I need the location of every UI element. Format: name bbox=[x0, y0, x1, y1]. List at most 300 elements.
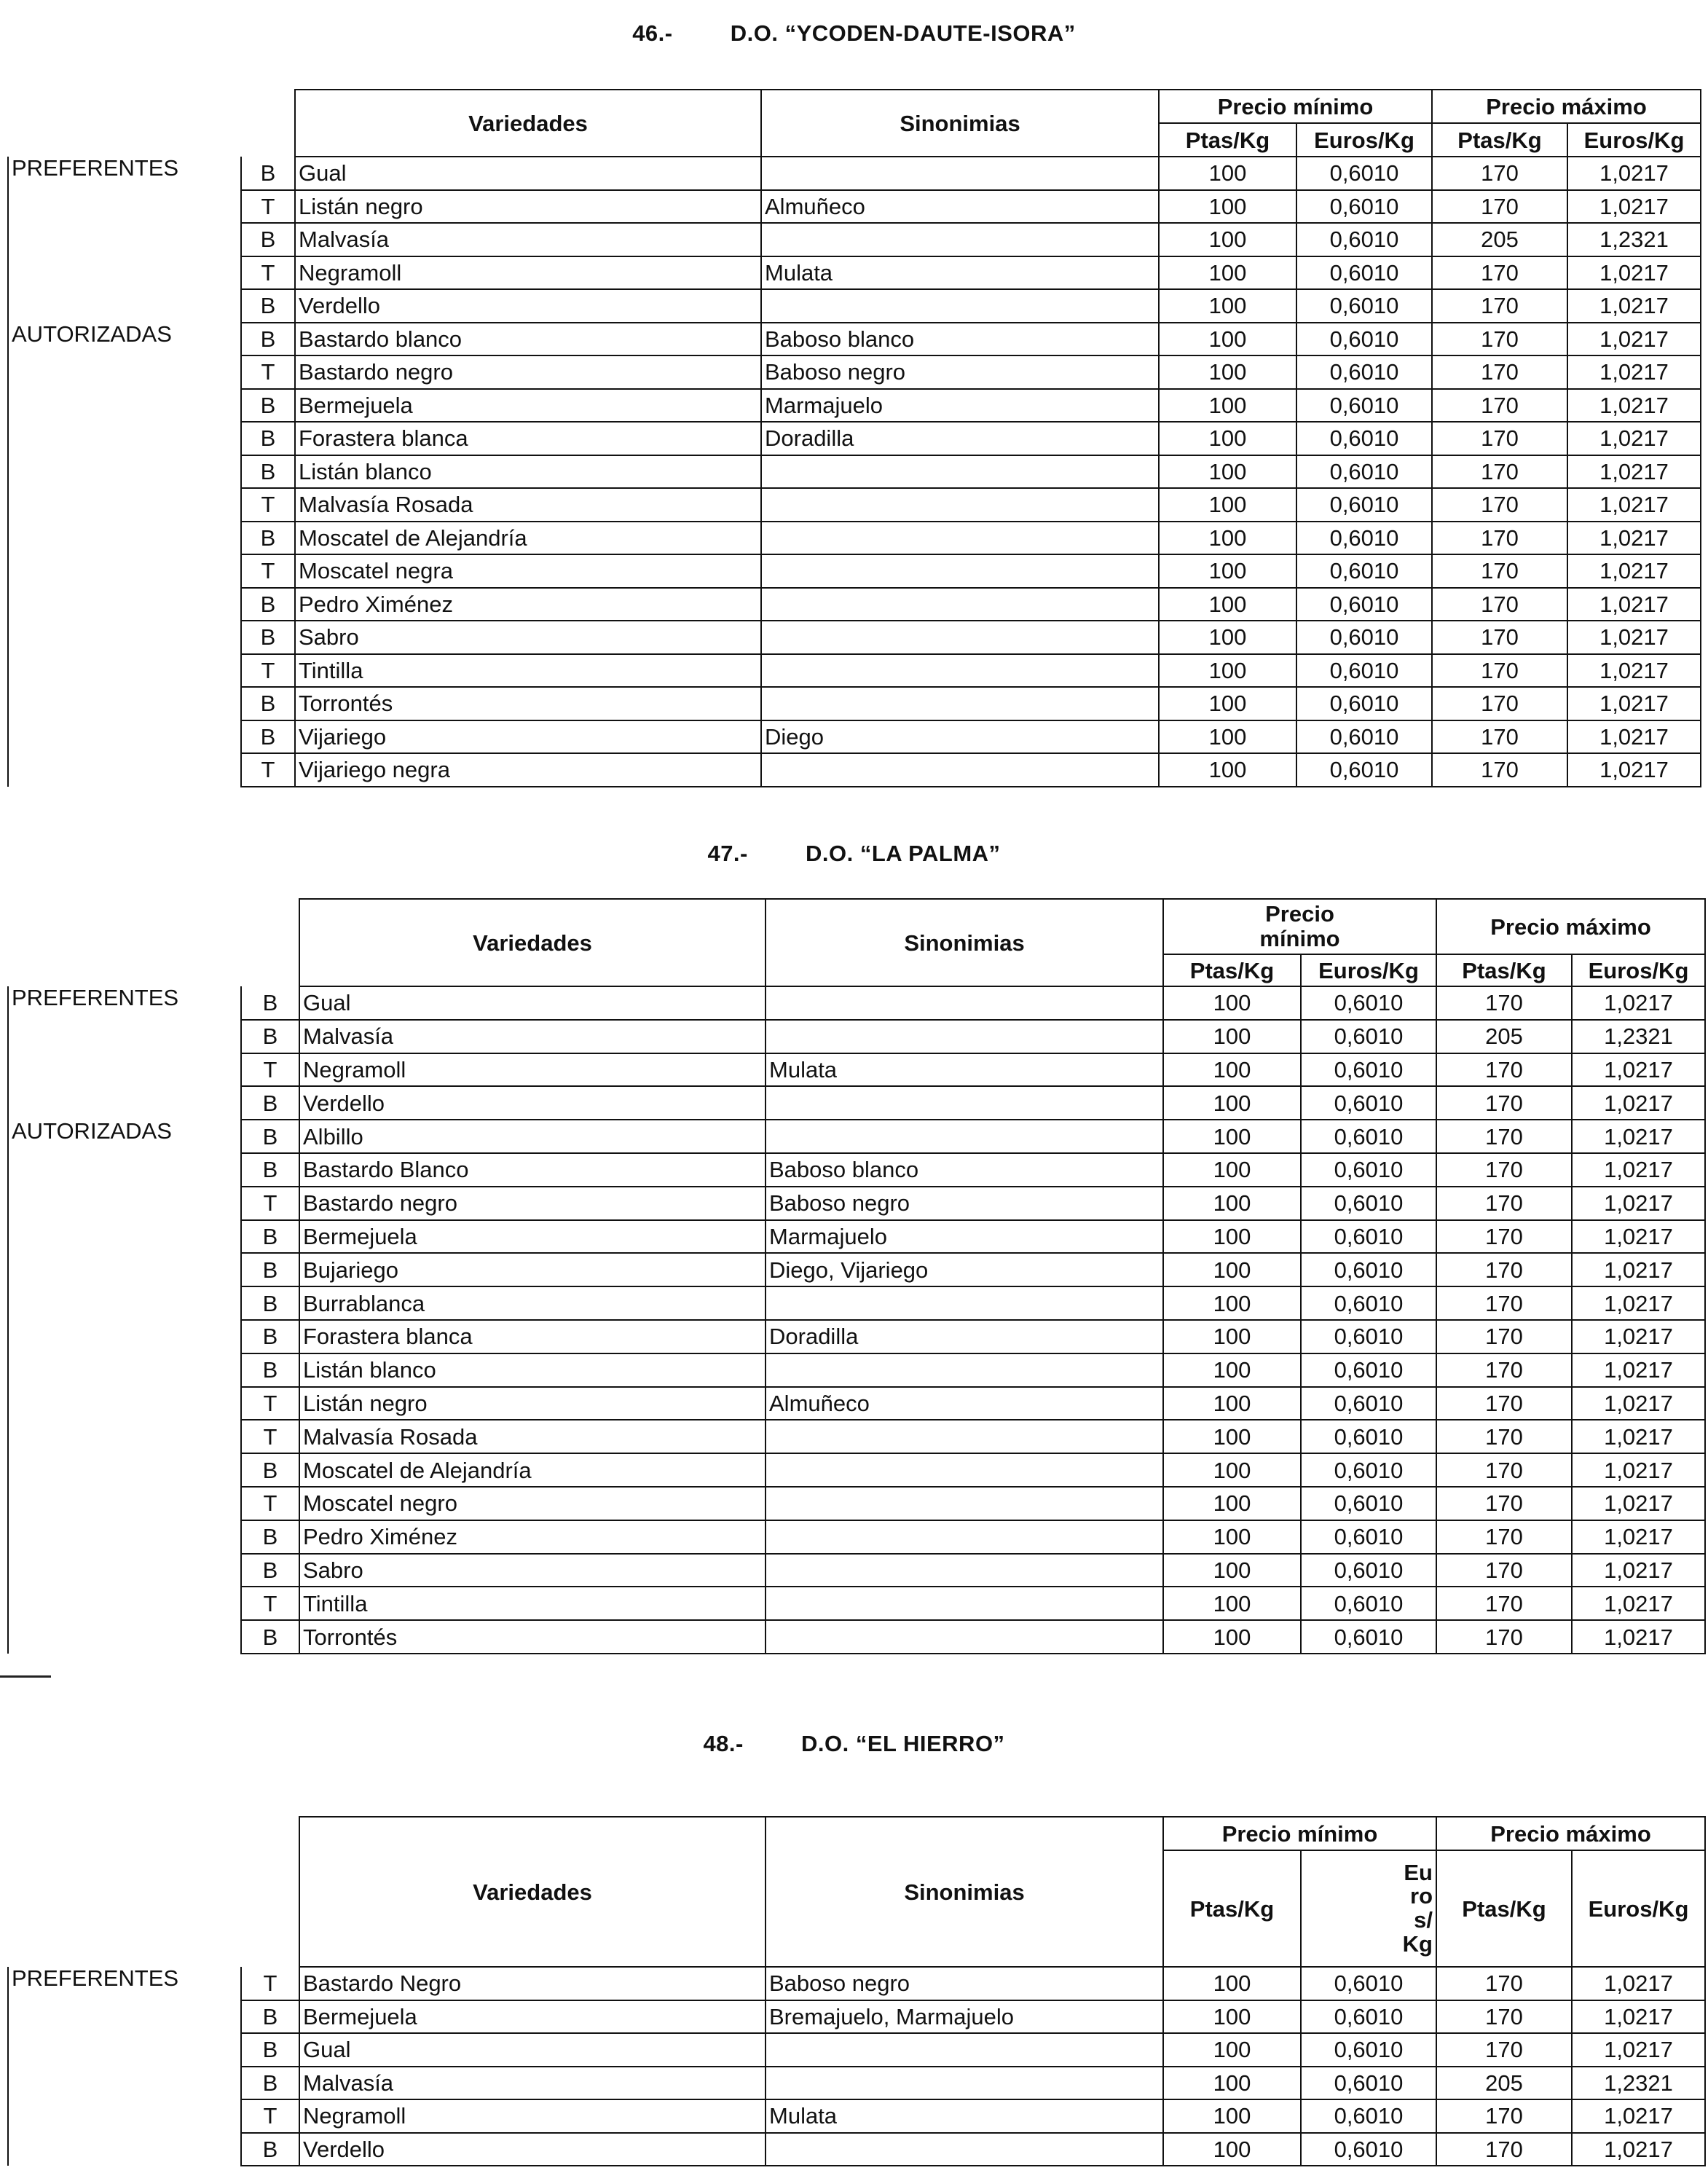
color-type-cell: B bbox=[241, 1320, 299, 1353]
min-ptas-cell: 100 bbox=[1163, 1520, 1301, 1554]
max-euros-cell: 1,0217 bbox=[1567, 190, 1701, 224]
synonym-cell: Mulata bbox=[761, 256, 1159, 290]
synonym-cell bbox=[761, 522, 1159, 555]
color-type-cell: T bbox=[241, 355, 295, 389]
max-ptas-cell: 170 bbox=[1432, 588, 1567, 621]
table-row bbox=[8, 1620, 1705, 1654]
synonym-cell: Almuñeco bbox=[766, 1387, 1163, 1420]
synonym-cell: Marmajuelo bbox=[761, 389, 1159, 423]
varieties-header: Variedades bbox=[299, 1817, 766, 1967]
max-ptas-cell: 170 bbox=[1436, 1187, 1572, 1220]
max-euros-cell: 1,0217 bbox=[1572, 1554, 1705, 1587]
variety-cell: Bujariego bbox=[299, 1253, 766, 1286]
variety-cell: Pedro Ximénez bbox=[295, 588, 761, 621]
color-type-cell: B bbox=[241, 986, 299, 1020]
min-ptas-cell: 100 bbox=[1163, 1554, 1301, 1587]
synonym-cell bbox=[761, 753, 1159, 787]
max-ptas-cell: 170 bbox=[1432, 753, 1567, 787]
min-euros-cell: 0,6010 bbox=[1301, 1187, 1436, 1220]
color-type-cell: B bbox=[241, 1453, 299, 1487]
table-row bbox=[8, 1187, 1705, 1220]
min-euros-cell: 0,6010 bbox=[1301, 1620, 1436, 1654]
euros-header: Euros/Kg bbox=[1296, 123, 1432, 157]
min-ptas-cell: 100 bbox=[1159, 720, 1296, 754]
max-euros-cell: 1,0217 bbox=[1572, 1620, 1705, 1654]
variety-cell: Moscatel negro bbox=[299, 1487, 766, 1520]
section-47-heading bbox=[0, 841, 1708, 867]
max-ptas-cell: 170 bbox=[1432, 256, 1567, 290]
table-row bbox=[8, 1120, 1705, 1153]
max-euros-cell: 1,0217 bbox=[1572, 1587, 1705, 1620]
color-type-cell: B bbox=[241, 1020, 299, 1053]
min-euros-cell: 0,6010 bbox=[1301, 1554, 1436, 1587]
min-ptas-cell: 100 bbox=[1163, 2099, 1301, 2133]
max-ptas-cell: 170 bbox=[1436, 1253, 1572, 1286]
synonym-cell bbox=[766, 1120, 1163, 1153]
synonym-cell bbox=[766, 2067, 1163, 2100]
max-euros-cell: 1,0217 bbox=[1567, 522, 1701, 555]
max-euros-cell: 1,0217 bbox=[1572, 1120, 1705, 1153]
table-row bbox=[8, 1153, 1705, 1187]
min-ptas-cell: 100 bbox=[1159, 355, 1296, 389]
variety-cell: Forastera blanca bbox=[299, 1320, 766, 1353]
section-46-heading bbox=[0, 20, 1708, 47]
color-type-cell: B bbox=[241, 422, 295, 455]
variety-cell: Negramoll bbox=[299, 2099, 766, 2133]
table-row bbox=[8, 2067, 1705, 2100]
max-euros-cell: 1,0217 bbox=[1567, 422, 1701, 455]
group-label: AUTORIZADAS bbox=[8, 1120, 241, 1654]
max-ptas-cell: 170 bbox=[1436, 1053, 1572, 1087]
variety-cell: Listán blanco bbox=[295, 455, 761, 489]
synonym-cell: Doradilla bbox=[766, 1320, 1163, 1353]
variety-cell: Moscatel de Alejandría bbox=[299, 1453, 766, 1487]
max-euros-cell: 1,0217 bbox=[1572, 1286, 1705, 1320]
max-price-header: Precio máximo bbox=[1432, 90, 1701, 123]
table-row bbox=[8, 654, 1701, 688]
synonym-cell bbox=[766, 1620, 1163, 1654]
min-ptas-cell: 100 bbox=[1159, 687, 1296, 720]
synonym-cell bbox=[766, 1086, 1163, 1120]
ptas-header: Ptas/Kg bbox=[1436, 954, 1572, 986]
min-ptas-cell: 100 bbox=[1163, 1587, 1301, 1620]
min-euros-cell: 0,6010 bbox=[1301, 1520, 1436, 1554]
variety-cell: Negramoll bbox=[299, 1053, 766, 1087]
min-ptas-cell: 100 bbox=[1163, 1020, 1301, 1053]
max-euros-cell: 1,0217 bbox=[1567, 256, 1701, 290]
color-type-cell: B bbox=[241, 2000, 299, 2034]
min-ptas-cell: 100 bbox=[1163, 1086, 1301, 1120]
synonym-cell bbox=[766, 1587, 1163, 1620]
max-euros-cell: 1,0217 bbox=[1567, 323, 1701, 356]
min-ptas-cell: 100 bbox=[1159, 654, 1296, 688]
min-euros-cell: 0,6010 bbox=[1301, 1453, 1436, 1487]
table-row bbox=[8, 289, 1701, 323]
synonyms-header: Sinonimias bbox=[766, 899, 1163, 986]
min-euros-cell: 0,6010 bbox=[1296, 753, 1432, 787]
synonyms-header: Sinonimias bbox=[766, 1817, 1163, 1967]
max-euros-cell: 1,0217 bbox=[1572, 1220, 1705, 1254]
min-price-header: Precio mínimo bbox=[1163, 1817, 1436, 1850]
variety-cell: Vijariego bbox=[295, 720, 761, 754]
color-type-cell: T bbox=[241, 190, 295, 224]
min-ptas-cell: 100 bbox=[1159, 190, 1296, 224]
synonym-cell bbox=[766, 1420, 1163, 1453]
min-euros-cell: 0,6010 bbox=[1296, 455, 1432, 489]
min-euros-cell: 0,6010 bbox=[1301, 1153, 1436, 1187]
color-type-cell: B bbox=[241, 588, 295, 621]
synonym-cell bbox=[766, 1554, 1163, 1587]
min-ptas-cell: 100 bbox=[1159, 157, 1296, 190]
synonym-cell bbox=[766, 1020, 1163, 1053]
table-row bbox=[8, 389, 1701, 423]
max-euros-cell: 1,0217 bbox=[1572, 1253, 1705, 1286]
table-row bbox=[8, 621, 1701, 654]
max-euros-cell: 1,0217 bbox=[1572, 1487, 1705, 1520]
max-euros-cell: 1,0217 bbox=[1572, 1967, 1705, 2000]
variety-cell: Tintilla bbox=[295, 654, 761, 688]
min-euros-cell: 0,6010 bbox=[1301, 1053, 1436, 1087]
synonym-cell: Marmajuelo bbox=[766, 1220, 1163, 1254]
min-ptas-cell: 100 bbox=[1159, 223, 1296, 256]
max-euros-cell: 1,2321 bbox=[1572, 1020, 1705, 1053]
max-euros-cell: 1,0217 bbox=[1567, 753, 1701, 787]
color-type-cell: B bbox=[241, 1253, 299, 1286]
max-ptas-cell: 170 bbox=[1432, 554, 1567, 588]
synonym-cell: Mulata bbox=[766, 1053, 1163, 1087]
max-euros-cell: 1,0217 bbox=[1572, 1086, 1705, 1120]
variety-cell: Bastardo negro bbox=[295, 355, 761, 389]
max-price-header: Precio máximo bbox=[1436, 899, 1705, 954]
scan-mark bbox=[0, 1675, 51, 1678]
table-row bbox=[8, 323, 1701, 356]
table-row bbox=[8, 2133, 1705, 2166]
group-label: PREFERENTES bbox=[8, 157, 241, 323]
variety-cell: Burrablanca bbox=[299, 1286, 766, 1320]
max-ptas-cell: 170 bbox=[1432, 355, 1567, 389]
ptas-header: Ptas/Kg bbox=[1432, 123, 1567, 157]
min-ptas-cell: 100 bbox=[1159, 289, 1296, 323]
color-type-cell: B bbox=[241, 621, 295, 654]
max-ptas-cell: 170 bbox=[1436, 1420, 1572, 1453]
max-ptas-cell: 170 bbox=[1436, 2033, 1572, 2067]
max-ptas-cell: 170 bbox=[1436, 1967, 1572, 2000]
synonym-cell bbox=[761, 157, 1159, 190]
table-row bbox=[8, 1387, 1705, 1420]
variety-cell: Listán blanco bbox=[299, 1353, 766, 1387]
max-euros-cell: 1,0217 bbox=[1572, 1153, 1705, 1187]
synonym-cell bbox=[761, 621, 1159, 654]
table-row bbox=[8, 720, 1701, 754]
min-ptas-cell: 100 bbox=[1159, 488, 1296, 522]
color-type-cell: T bbox=[241, 1387, 299, 1420]
ptas-header: Ptas/Kg bbox=[1436, 1850, 1572, 1967]
max-euros-cell: 1,0217 bbox=[1567, 289, 1701, 323]
variety-cell: Bastardo blanco bbox=[295, 323, 761, 356]
table-row bbox=[8, 1420, 1705, 1453]
table-row bbox=[8, 986, 1705, 1020]
euros-header: Euros/Kg bbox=[1572, 954, 1705, 986]
max-euros-cell: 1,0217 bbox=[1572, 2033, 1705, 2067]
synonym-cell bbox=[761, 554, 1159, 588]
variety-cell: Malvasía Rosada bbox=[299, 1420, 766, 1453]
synonym-cell bbox=[766, 2133, 1163, 2166]
min-ptas-cell: 100 bbox=[1163, 1253, 1301, 1286]
variety-cell: Torrontés bbox=[295, 687, 761, 720]
table-row bbox=[8, 1286, 1705, 1320]
max-ptas-cell: 170 bbox=[1436, 1153, 1572, 1187]
color-type-cell: B bbox=[241, 2133, 299, 2166]
variety-cell: Verdello bbox=[295, 289, 761, 323]
min-euros-cell: 0,6010 bbox=[1296, 223, 1432, 256]
min-euros-cell: 0,6010 bbox=[1301, 2099, 1436, 2133]
color-type-cell: T bbox=[241, 1967, 299, 2000]
max-ptas-cell: 170 bbox=[1432, 720, 1567, 754]
synonym-cell: Baboso negro bbox=[766, 1967, 1163, 2000]
max-euros-cell: 1,2321 bbox=[1572, 2067, 1705, 2100]
min-euros-cell: 0,6010 bbox=[1296, 157, 1432, 190]
min-ptas-cell: 100 bbox=[1163, 1153, 1301, 1187]
min-ptas-cell: 100 bbox=[1163, 1286, 1301, 1320]
color-type-cell: T bbox=[241, 488, 295, 522]
color-type-cell: B bbox=[241, 522, 295, 555]
max-ptas-cell: 170 bbox=[1436, 1120, 1572, 1153]
ptas-header: Ptas/Kg bbox=[1163, 954, 1301, 986]
max-price-header: Precio máximo bbox=[1436, 1817, 1705, 1850]
max-ptas-cell: 170 bbox=[1432, 687, 1567, 720]
color-type-cell: T bbox=[241, 1420, 299, 1453]
max-ptas-cell: 170 bbox=[1436, 1320, 1572, 1353]
variety-cell: Pedro Ximénez bbox=[299, 1520, 766, 1554]
euros-header: Euros/Kg bbox=[1301, 954, 1436, 986]
table-row bbox=[8, 1587, 1705, 1620]
min-ptas-cell: 100 bbox=[1163, 2000, 1301, 2034]
min-ptas-cell: 100 bbox=[1159, 522, 1296, 555]
max-euros-cell: 1,0217 bbox=[1567, 720, 1701, 754]
table-ycoden-daute-isora bbox=[7, 89, 1701, 787]
max-euros-cell: 1,0217 bbox=[1567, 157, 1701, 190]
max-euros-cell: 1,0217 bbox=[1567, 455, 1701, 489]
min-euros-cell: 0,6010 bbox=[1296, 522, 1432, 555]
variety-cell: Bastardo Blanco bbox=[299, 1153, 766, 1187]
variety-cell: Negramoll bbox=[295, 256, 761, 290]
table-row bbox=[8, 1353, 1705, 1387]
color-type-cell: B bbox=[241, 2033, 299, 2067]
variety-cell: Albillo bbox=[299, 1120, 766, 1153]
min-euros-cell: 0,6010 bbox=[1301, 1420, 1436, 1453]
table-row bbox=[8, 554, 1701, 588]
color-type-cell: T bbox=[241, 1053, 299, 1087]
min-euros-cell: 0,6010 bbox=[1301, 1967, 1436, 2000]
variety-cell: Verdello bbox=[299, 1086, 766, 1120]
synonym-cell bbox=[761, 687, 1159, 720]
section-number: 47.- bbox=[707, 841, 748, 866]
color-type-cell: B bbox=[241, 389, 295, 423]
variety-cell: Sabro bbox=[299, 1554, 766, 1587]
table-row bbox=[8, 1053, 1705, 1087]
table-row bbox=[8, 1967, 1705, 2000]
color-type-cell: B bbox=[241, 1620, 299, 1654]
color-type-cell: B bbox=[241, 687, 295, 720]
max-ptas-cell: 205 bbox=[1436, 1020, 1572, 1053]
synonym-cell bbox=[766, 1353, 1163, 1387]
color-type-cell: T bbox=[241, 1587, 299, 1620]
table-row bbox=[8, 1086, 1705, 1120]
table-row bbox=[8, 256, 1701, 290]
min-ptas-cell: 100 bbox=[1163, 986, 1301, 1020]
table-row bbox=[8, 753, 1701, 787]
min-ptas-cell: 100 bbox=[1163, 1387, 1301, 1420]
max-ptas-cell: 170 bbox=[1432, 522, 1567, 555]
variety-cell: Tintilla bbox=[299, 1587, 766, 1620]
min-price-header: Precio mínimo bbox=[1159, 90, 1432, 123]
min-ptas-cell: 100 bbox=[1163, 1320, 1301, 1353]
min-euros-cell: 0,6010 bbox=[1301, 2133, 1436, 2166]
synonym-cell: Diego, Vijariego bbox=[766, 1253, 1163, 1286]
min-euros-cell: 0,6010 bbox=[1301, 2067, 1436, 2100]
table-row bbox=[8, 1253, 1705, 1286]
max-ptas-cell: 205 bbox=[1432, 223, 1567, 256]
synonym-cell: Baboso negro bbox=[766, 1187, 1163, 1220]
table-row bbox=[8, 2033, 1705, 2067]
table-row bbox=[8, 522, 1701, 555]
min-euros-cell: 0,6010 bbox=[1296, 588, 1432, 621]
table-row bbox=[8, 190, 1701, 224]
max-ptas-cell: 170 bbox=[1436, 986, 1572, 1020]
table-la-palma bbox=[7, 898, 1706, 1654]
synonym-cell bbox=[766, 986, 1163, 1020]
table-row bbox=[8, 1220, 1705, 1254]
min-ptas-cell: 100 bbox=[1159, 554, 1296, 588]
max-euros-cell: 1,0217 bbox=[1572, 2133, 1705, 2166]
color-type-cell: B bbox=[241, 1353, 299, 1387]
synonym-cell bbox=[761, 455, 1159, 489]
min-ptas-cell: 100 bbox=[1163, 2033, 1301, 2067]
color-type-cell: B bbox=[241, 455, 295, 489]
ptas-header: Ptas/Kg bbox=[1159, 123, 1296, 157]
min-euros-cell: 0,6010 bbox=[1296, 289, 1432, 323]
color-type-cell: T bbox=[241, 1487, 299, 1520]
max-euros-cell: 1,0217 bbox=[1572, 1187, 1705, 1220]
variety-cell: Vijariego negra bbox=[295, 753, 761, 787]
color-type-cell: B bbox=[241, 1086, 299, 1120]
min-ptas-cell: 100 bbox=[1159, 256, 1296, 290]
max-ptas-cell: 170 bbox=[1432, 389, 1567, 423]
synonym-cell: Diego bbox=[761, 720, 1159, 754]
variety-cell: Verdello bbox=[299, 2133, 766, 2166]
min-ptas-cell: 100 bbox=[1159, 422, 1296, 455]
min-ptas-cell: 100 bbox=[1159, 389, 1296, 423]
max-ptas-cell: 170 bbox=[1436, 1554, 1572, 1587]
variety-cell: Sabro bbox=[295, 621, 761, 654]
color-type-cell: T bbox=[241, 654, 295, 688]
max-ptas-cell: 170 bbox=[1436, 1620, 1572, 1654]
max-euros-cell: 1,0217 bbox=[1572, 1320, 1705, 1353]
min-ptas-cell: 100 bbox=[1163, 1053, 1301, 1087]
min-ptas-cell: 100 bbox=[1163, 1187, 1301, 1220]
max-euros-cell: 1,2321 bbox=[1567, 223, 1701, 256]
table-row bbox=[8, 223, 1701, 256]
min-euros-cell: 0,6010 bbox=[1301, 1286, 1436, 1320]
variety-cell: Bastardo Negro bbox=[299, 1967, 766, 2000]
min-euros-cell: 0,6010 bbox=[1301, 2000, 1436, 2034]
table-row bbox=[8, 1487, 1705, 1520]
variety-cell: Torrontés bbox=[299, 1620, 766, 1654]
variety-cell: Gual bbox=[299, 2033, 766, 2067]
max-euros-cell: 1,0217 bbox=[1567, 355, 1701, 389]
min-euros-cell: 0,6010 bbox=[1301, 1587, 1436, 1620]
synonym-cell bbox=[761, 588, 1159, 621]
max-euros-cell: 1,0217 bbox=[1567, 488, 1701, 522]
min-euros-cell: 0,6010 bbox=[1296, 323, 1432, 356]
section-number: 48.- bbox=[703, 1731, 744, 1756]
table-row bbox=[8, 1520, 1705, 1554]
max-ptas-cell: 170 bbox=[1436, 1353, 1572, 1387]
min-euros-cell: 0,6010 bbox=[1296, 654, 1432, 688]
color-type-cell: B bbox=[241, 720, 295, 754]
min-euros-cell: 0,6010 bbox=[1301, 1353, 1436, 1387]
min-euros-cell: 0,6010 bbox=[1301, 2033, 1436, 2067]
min-ptas-cell: 100 bbox=[1159, 621, 1296, 654]
variety-cell: Malvasía bbox=[299, 1020, 766, 1053]
max-ptas-cell: 170 bbox=[1432, 190, 1567, 224]
max-euros-cell: 1,0217 bbox=[1567, 687, 1701, 720]
color-type-cell: B bbox=[241, 1153, 299, 1187]
min-price-header bbox=[1163, 899, 1436, 954]
color-type-cell: T bbox=[241, 753, 295, 787]
synonym-cell bbox=[766, 2033, 1163, 2067]
max-euros-cell: 1,0217 bbox=[1572, 1353, 1705, 1387]
table-row bbox=[8, 2000, 1705, 2034]
max-ptas-cell: 170 bbox=[1432, 654, 1567, 688]
color-type-cell: B bbox=[241, 1286, 299, 1320]
synonym-cell: Baboso negro bbox=[761, 355, 1159, 389]
synonym-cell: Baboso blanco bbox=[761, 323, 1159, 356]
max-euros-cell: 1,0217 bbox=[1567, 554, 1701, 588]
min-euros-cell: 0,6010 bbox=[1296, 389, 1432, 423]
table-row bbox=[8, 687, 1701, 720]
color-type-cell: B bbox=[241, 323, 295, 356]
color-type-cell: B bbox=[241, 1554, 299, 1587]
table-row bbox=[8, 455, 1701, 489]
section-title: D.O. “YCODEN-DAUTE-ISORA” bbox=[730, 20, 1076, 46]
color-type-cell: T bbox=[241, 1187, 299, 1220]
variety-cell: Gual bbox=[299, 986, 766, 1020]
max-ptas-cell: 170 bbox=[1436, 1520, 1572, 1554]
synonym-cell bbox=[766, 1520, 1163, 1554]
table-row bbox=[8, 355, 1701, 389]
min-euros-cell: 0,6010 bbox=[1296, 422, 1432, 455]
color-type-cell: B bbox=[241, 1520, 299, 1554]
min-euros-cell: 0,6010 bbox=[1301, 1220, 1436, 1254]
variety-cell: Moscatel negra bbox=[295, 554, 761, 588]
synonym-cell bbox=[766, 1453, 1163, 1487]
max-ptas-cell: 170 bbox=[1436, 1453, 1572, 1487]
varieties-header: Variedades bbox=[299, 899, 766, 986]
min-ptas-cell: 100 bbox=[1163, 1120, 1301, 1153]
table-row bbox=[8, 1020, 1705, 1053]
min-euros-cell: 0,6010 bbox=[1301, 986, 1436, 1020]
variety-cell: Malvasía Rosada bbox=[295, 488, 761, 522]
min-euros-cell: 0,6010 bbox=[1296, 355, 1432, 389]
min-euros-cell: 0,6010 bbox=[1301, 1020, 1436, 1053]
color-type-cell: T bbox=[241, 554, 295, 588]
max-euros-cell: 1,0217 bbox=[1572, 2000, 1705, 2034]
max-euros-cell: 1,0217 bbox=[1572, 1053, 1705, 1087]
max-euros-cell: 1,0217 bbox=[1572, 1453, 1705, 1487]
variety-cell: Gual bbox=[295, 157, 761, 190]
max-euros-cell: 1,0217 bbox=[1572, 1387, 1705, 1420]
